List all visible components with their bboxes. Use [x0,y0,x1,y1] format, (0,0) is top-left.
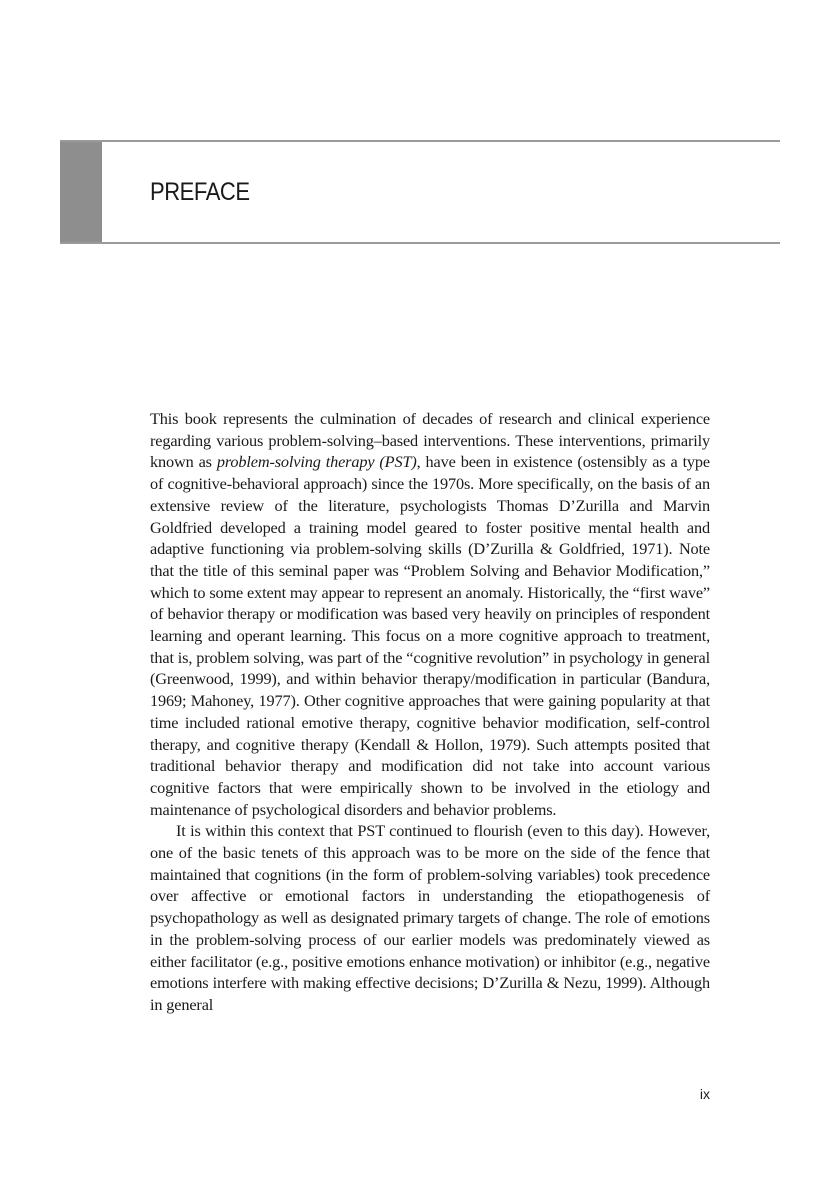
chapter-header [60,140,780,244]
paragraph-1 [150,408,710,820]
paragraph-1-rest: , have been in existence (ostensibly as a type of cognitive-behavioral approach) since the 1970s. More specifically, on the basis of an extensive review of the literature, psychologists Thomas D’Zurilla and Marvin Goldfried developed a training model geared to foster positive mental health and adaptive functioning via problem-solving skills (D’Zurilla & Goldfried, 1971). Note that the title of this seminal paper was “Problem Solving and Behavior Modification,” which to some extent may appear to represent an anomaly. Historically, the “first wave” of behavior therapy or modification was based very heavily on principles of respondent learning and operant learning. This focus on a more cognitive approach to treatment, that is, problem solving, was part of the “cognitive revolution” in psychology in general (Greenwood, 1999), and within behavior therapy/modification in particular (Bandura, 1969; Mahoney, 1977). Other cognitive approaches that were gaining popularity at that time included rational emotive therapy, cognitive behavior modification, self-control therapy, and cognitive therapy (Kendall & Hollon, 1979). Such attempts posited that traditional behavior therapy and modification did not take into account various cognitive factors that were empirically shown to be involved in the etiology and maintenance of psychological disorders and behavior problems. [150,452,710,819]
chapter-title: PREFACE [150,178,250,206]
page-number: ix [699,1086,710,1102]
paragraph-2: It is within this context that PST continued to flourish (even to this day). However, one of the basic tenets of this approach was to be more on the side of the fence that maintained that cognitions (in the form of problem-solving variables) took precedence over affective or emotional factors in understanding the etiopathogenesis of psychopathology as well as designated primary targets of change. The role of emotions in the problem-solving process of our earlier models was predominately viewed as either facilitator (e.g., positive emotions enhance motivation) or inhibitor (e.g., negative emotions interfere with making effective decisions; D’Zurilla & Nezu, 1999). Although in general [150,821,710,1014]
body-text [150,408,710,1016]
header-accent-bar [60,142,102,242]
paragraph-1-emphasis: problem-solving therapy (PST) [216,452,417,472]
paragraph-1-start: This book represents the culmination of decades of research and clinical experience regarding various problem-solving–based interventions. These interventions, primarily known as [150,409,710,472]
